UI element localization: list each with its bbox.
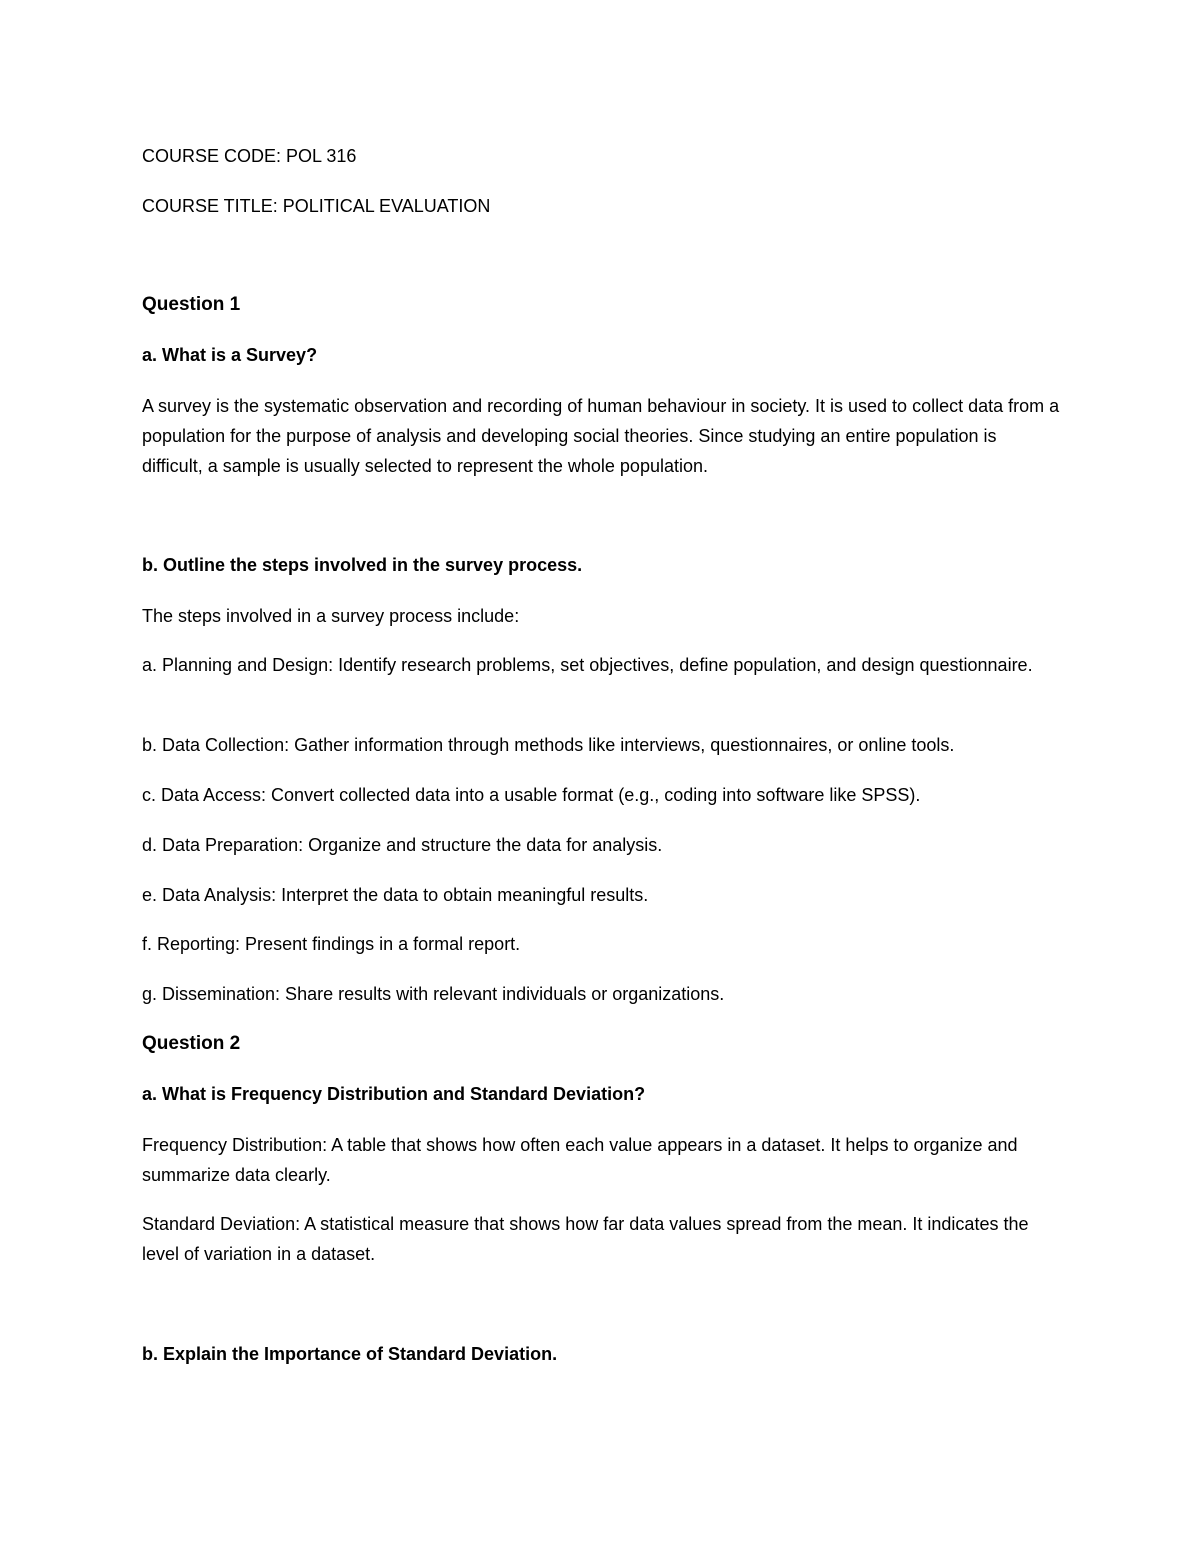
course-code: COURSE CODE: POL 316 xyxy=(142,146,357,166)
steps-intro: The steps involved in a survey process include: xyxy=(142,606,520,626)
step-data-collection: b. Data Collection: Gather information through methods like interviews, questionnaires, or online tools. xyxy=(142,735,955,755)
step-data-preparation: d. Data Preparation: Organize and structure the data for analysis. xyxy=(142,835,663,855)
step-dissemination: g. Dissemination: Share results with relevant individuals or organizations. xyxy=(142,984,725,1004)
step-data-access: c. Data Access: Convert collected data into a usable format (e.g., coding into software like SPSS). xyxy=(142,785,921,805)
question-1-title: Question 1 xyxy=(142,294,241,315)
survey-definition: A survey is the systematic observation and recording of human behaviour in society. It is used to collect data from a population for the purpose of analysis and developing social theories. Since studying an entire population is difficult, a sample is usually selected to represent the whole population. xyxy=(142,396,1060,476)
frequency-distribution-definition: Frequency Distribution: A table that shows how often each value appears in a dataset. It helps to organize and summarize data clearly. xyxy=(142,1135,1018,1185)
question-2-title: Question 2 xyxy=(142,1033,241,1054)
question-1a-heading: a. What is a Survey? xyxy=(142,345,318,365)
step-data-analysis: e. Data Analysis: Interpret the data to obtain meaningful results. xyxy=(142,885,649,905)
question-2a-heading: a. What is Frequency Distribution and Standard Deviation? xyxy=(142,1084,646,1104)
question-2b-heading: b. Explain the Importance of Standard Deviation. xyxy=(142,1344,558,1364)
step-planning-design: a. Planning and Design: Identify research problems, set objectives, define population, and design questionnaire. xyxy=(142,655,1033,675)
standard-deviation-definition: Standard Deviation: A statistical measure that shows how far data values spread from the mean. It indicates the level of variation in a dataset. xyxy=(142,1214,1029,1264)
question-1b-heading: b. Outline the steps involved in the survey process. xyxy=(142,555,583,575)
step-reporting: f. Reporting: Present findings in a formal report. xyxy=(142,934,521,954)
course-title: COURSE TITLE: POLITICAL EVALUATION xyxy=(142,196,491,216)
